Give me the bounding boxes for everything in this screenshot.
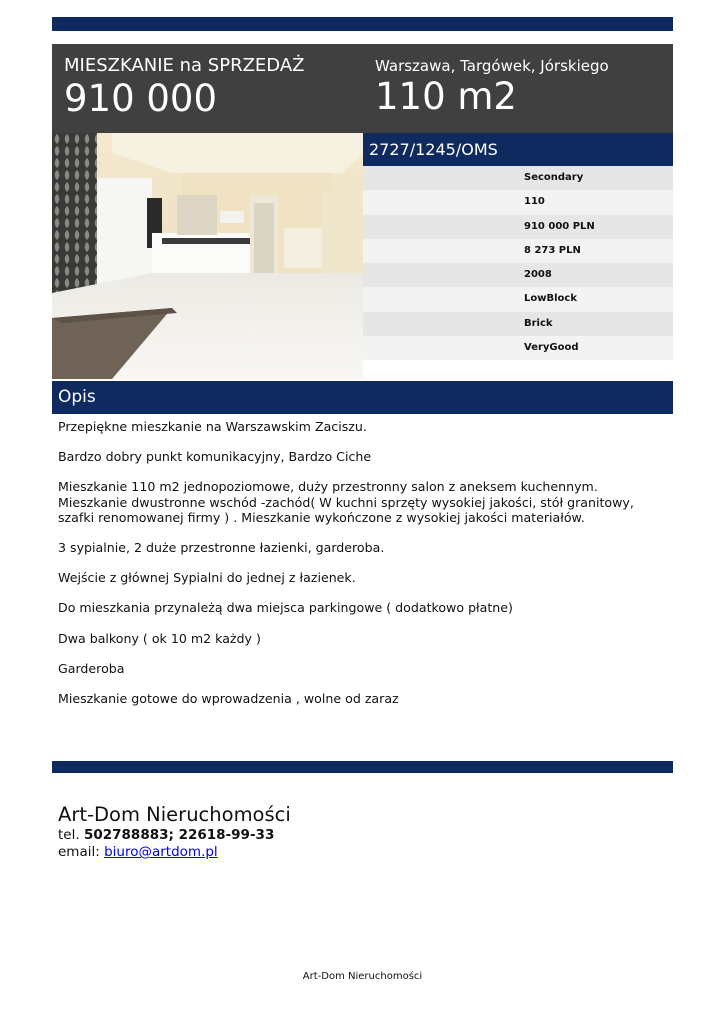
phone-label: tel. bbox=[58, 827, 80, 843]
detail-building-type: LowBlock bbox=[363, 287, 673, 311]
listing-area: 110 m2 bbox=[375, 75, 517, 118]
top-accent-bar bbox=[52, 17, 673, 31]
description-paragraph: Dwa balkony ( ok 10 m2 każdy ) bbox=[58, 630, 261, 646]
listing-price: 910 000 bbox=[64, 77, 218, 120]
contact-block bbox=[58, 803, 291, 861]
description-paragraph: Przepiękne mieszkanie na Warszawskim Zaciszu. bbox=[58, 419, 367, 434]
email-label: email: bbox=[58, 844, 100, 860]
company-name: Art-Dom Nieruchomości bbox=[58, 803, 291, 826]
phone-numbers: 502788883; 22618-99-33 bbox=[83, 827, 275, 843]
detail-price: 910 000 PLN bbox=[363, 215, 673, 239]
reference-number: 2727/1245/OMS bbox=[363, 133, 673, 166]
description-paragraph: Garderoba bbox=[58, 660, 125, 676]
bottom-accent-bar bbox=[52, 761, 673, 773]
listing-location: Warszawa, Targówek, Jórskiego bbox=[375, 57, 609, 75]
header-right bbox=[375, 55, 609, 117]
details-table bbox=[363, 166, 673, 360]
phone-line bbox=[58, 827, 291, 844]
detail-area: 110 bbox=[363, 190, 673, 214]
property-photo bbox=[52, 133, 363, 379]
detail-market: Secondary bbox=[363, 166, 673, 190]
description-paragraph: Mieszkanie gotowe do wprowadzenia , wolne od zaraz bbox=[58, 691, 399, 707]
description-body bbox=[58, 419, 668, 721]
footer-text: Art-Dom Nieruchomości bbox=[302, 971, 423, 982]
description-heading: Opis bbox=[52, 381, 673, 414]
detail-material: Brick bbox=[363, 312, 673, 336]
detail-price-per-m2: 8 273 PLN bbox=[363, 239, 673, 263]
header-left bbox=[64, 55, 304, 121]
detail-year-built: 2008 bbox=[363, 263, 673, 287]
email-line bbox=[58, 844, 291, 861]
listing-header bbox=[52, 44, 673, 133]
description-paragraph: Bardzo dobry punkt komunikacyjny, Bardzo Ciche bbox=[58, 449, 372, 465]
email-link[interactable]: biuro@artdom.pl bbox=[104, 844, 218, 860]
description-paragraph: Mieszkanie 110 m2 jednopoziomowe, duży przestronny salon z aneksem kuchennym. Mieszkanie dwustronne wschód -zachód( W kuchni sprzęty wysokiej jakości, stół granitowy, szafki renomowanej firmy ) . Mieszkanie wykończone z wysokiej jakości materiałów. bbox=[58, 479, 634, 525]
description-paragraph: Do mieszkania przynależą dwa miejsca parkingowe ( dodatkowo płatne) bbox=[58, 600, 513, 616]
description-paragraph: 3 sypialnie, 2 duże przestronne łazienki, garderoba. bbox=[58, 540, 385, 556]
detail-condition: VeryGood bbox=[363, 336, 673, 360]
listing-type: MIESZKANIE na SPRZEDAŻ bbox=[64, 55, 305, 76]
description-paragraph: Wejście z głównej Sypialni do jednej z łazienek. bbox=[58, 570, 356, 586]
